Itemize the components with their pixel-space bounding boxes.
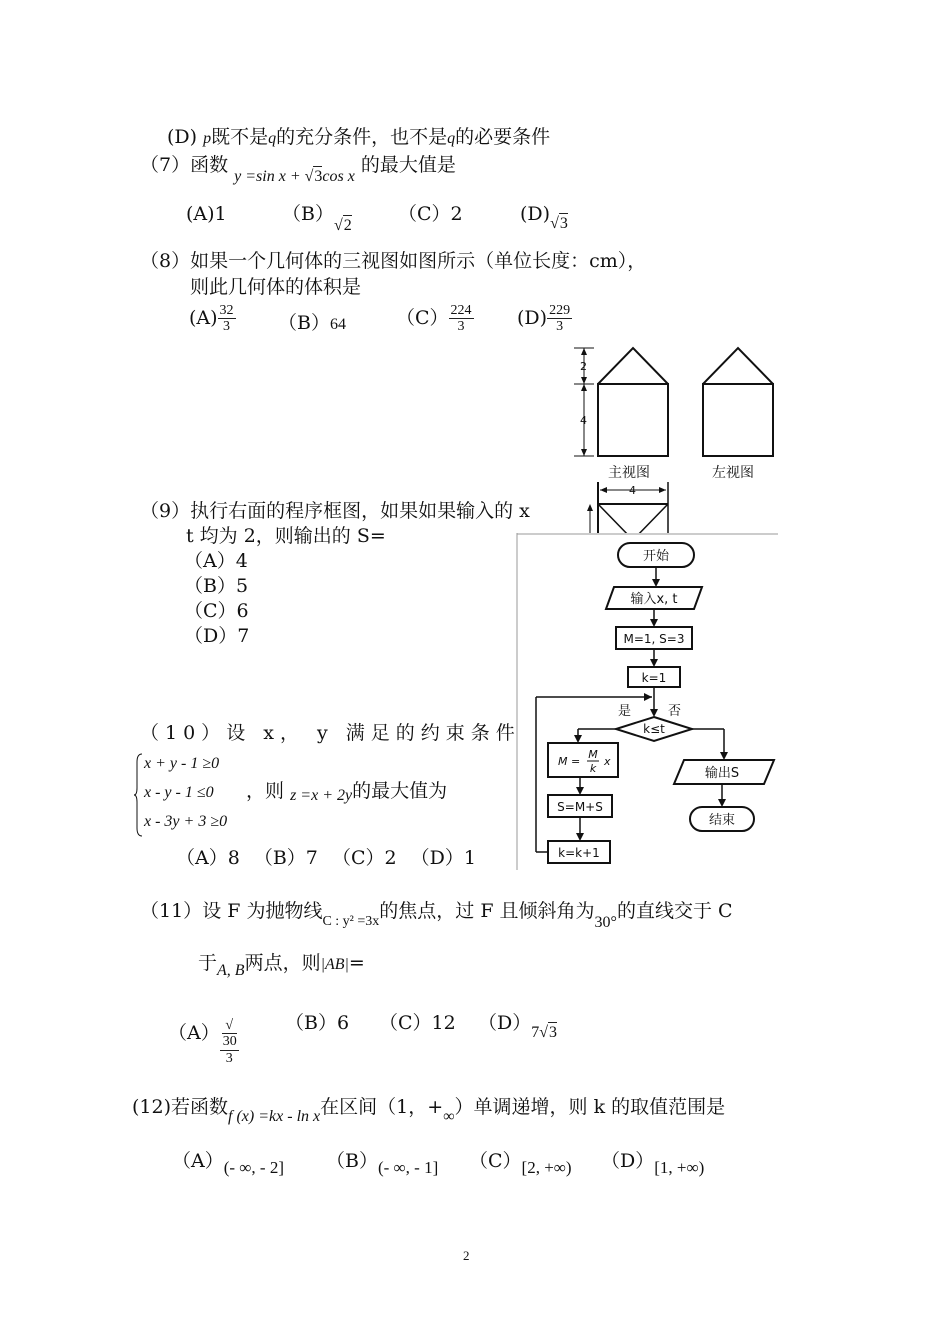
fraction: $\frac{229}{3}$ [549, 303, 571, 335]
infinity: ∞ [443, 1108, 455, 1125]
text: 在区间（1，+ [320, 1096, 444, 1118]
question-number: （9） [140, 500, 191, 522]
q8-option-a [189, 303, 236, 335]
flow-yes-label: 是 [618, 704, 632, 719]
stem-text: 设 x， y 满足的约束条件 [226, 722, 521, 744]
formula-tail: cos x [322, 168, 355, 185]
text: 的最大值为 [352, 780, 448, 802]
option-label: （C） [396, 306, 449, 329]
question-number: （10） [140, 722, 227, 744]
option-label: （B） [282, 203, 334, 225]
option-label: （B） [326, 1150, 378, 1172]
q8-option-d [517, 303, 572, 335]
fraction: √ 30 3 [220, 1018, 239, 1066]
constraint-2: x - y - 1 ≤0 [144, 784, 214, 801]
q12-option-a [172, 1150, 284, 1177]
q11-option-b [285, 1012, 349, 1035]
formula: y =sin x + √3cos x [234, 168, 355, 185]
q11-option-c [379, 1012, 456, 1035]
option-value: [2, +∞) [521, 1158, 572, 1177]
option-label: （D） [478, 1012, 532, 1034]
option-label: (A) [189, 306, 218, 329]
option-value: 1 [214, 203, 227, 225]
option-label: （A） [168, 1022, 220, 1045]
radicand: 2 [343, 217, 352, 234]
dim-width-label: 4 [629, 484, 636, 497]
dim-side-label: 4 [580, 414, 587, 427]
radicand: 3 [559, 215, 568, 232]
q8-option-c [396, 303, 474, 335]
option-value: 64 [329, 316, 346, 333]
q10-line1 [140, 722, 521, 745]
option-label: （B） [285, 1012, 337, 1034]
q11-line2 [198, 952, 365, 979]
function-formula: f (x) =kx - ln x [228, 1108, 321, 1125]
points: A, B [217, 962, 245, 979]
question-number: (12) [132, 1096, 172, 1118]
q9-option-b: （B）5 [184, 575, 249, 597]
flowchart [516, 533, 778, 870]
question-number: （11） [140, 900, 203, 922]
option-value: [1, +∞) [654, 1158, 705, 1177]
option-value: 12 [431, 1012, 456, 1034]
option-label: （B） [278, 312, 330, 334]
brace [134, 752, 144, 838]
q9-option-d: （D）7 [184, 625, 250, 647]
flow-condition-label: k≤t [643, 722, 665, 736]
option-label: （C） [469, 1150, 522, 1172]
q7-option-a [186, 203, 227, 226]
math-q: q [447, 130, 456, 147]
side-view-roof [703, 348, 773, 384]
q11-line1 [140, 900, 733, 931]
q7-stem [140, 154, 456, 185]
stem-text: t 均为 2，则输出的 S= [186, 525, 386, 547]
q12-option-b [326, 1150, 439, 1177]
side-view-body [703, 384, 773, 456]
q9-line2 [186, 525, 386, 548]
text: 的焦点，过 F 且倾斜角为 [379, 900, 595, 922]
question-number: （7） [140, 154, 191, 176]
option-label: (D) [517, 306, 548, 329]
side-view-label: 左视图 [712, 465, 754, 481]
text: 的充分条件，也不是 [276, 126, 448, 148]
parabola-formula: C : y² =3x [322, 914, 380, 929]
page-number: 2 [463, 1248, 470, 1263]
objective-formula: z =x + 2y [290, 787, 353, 804]
front-view-roof [598, 348, 668, 384]
option-label: (D) [167, 126, 198, 148]
q9-line1 [140, 500, 530, 523]
q8-line1 [140, 250, 646, 273]
three-view-figure [560, 340, 790, 540]
q8-line2 [190, 276, 361, 299]
flow-output-label: 输出S [704, 766, 740, 781]
q12-option-d [601, 1150, 705, 1177]
stem-text: 如果一个几何体的三视图如图所示（单位长度：cm）， [190, 250, 647, 272]
flow-input-label: 输入x, t [630, 592, 678, 607]
option-value: 7√3 [531, 1024, 558, 1041]
q12-stem [132, 1096, 726, 1125]
math-q: q [268, 130, 277, 147]
stem-prefix: 函数 [190, 154, 229, 176]
flow-s-update-label: S=M+S [557, 800, 603, 814]
constraint-1: x + y - 1 ≥0 [144, 755, 220, 772]
text: 于 [198, 952, 218, 974]
option-value: (- ∞, - 1] [377, 1158, 439, 1177]
flow-no-label: 否 [668, 704, 682, 719]
q10-constraint-system [134, 752, 244, 838]
text: 两点，则 [244, 952, 321, 974]
constraint-3: x - 3y + 3 ≥0 [144, 813, 228, 830]
text: ，则 [246, 780, 285, 802]
text: 的必要条件 [455, 126, 551, 148]
text: ）单调递增，则 k 的取值范围是 [454, 1096, 726, 1118]
flow-end-label: 结束 [708, 813, 736, 828]
option-label: (D) [520, 203, 551, 225]
option-value: (- ∞, - 2] [223, 1158, 284, 1177]
option-label: （C） [398, 203, 451, 225]
math-p: p [203, 130, 212, 147]
flow-m-update-lhs: M = [558, 755, 581, 768]
formula-lhs: y =sin x + [234, 168, 305, 185]
radicand: 3 [314, 168, 323, 185]
q7-option-d: $(D)_{√3}$ [520, 203, 568, 232]
text: 的直线交于 C [616, 900, 733, 922]
flow-m-update-den: k [589, 762, 597, 775]
flow-m-update-tail: x [604, 755, 611, 768]
q10-objective [246, 780, 447, 803]
text: = [348, 952, 365, 974]
stem-text: 执行右面的程序框图，如果如果输入的 x [190, 500, 530, 522]
option-label: （A） [172, 1150, 224, 1172]
fraction: $\frac{224}{3}$ [450, 303, 472, 335]
option-label: （D） [601, 1150, 655, 1172]
flow-init-label: M=1, S=3 [623, 632, 685, 646]
text: 若函数 [171, 1096, 229, 1118]
q9-option-c: （C）6 [184, 600, 249, 622]
q8-option-b [278, 312, 346, 335]
flow-start-label: 开始 [642, 549, 670, 564]
q7-option-b: $(B)_{√2}$ [282, 203, 352, 234]
flow-k-init-label: k=1 [641, 671, 667, 685]
angle: 30° [594, 914, 617, 931]
question-number: （8） [140, 250, 191, 272]
front-view-label: 主视图 [608, 465, 650, 481]
fraction: $\frac{32}{3}$ [219, 303, 234, 335]
q11-option-a [168, 1010, 239, 1066]
abs-ab: |AB| [320, 956, 349, 973]
q6-option-d [167, 126, 550, 149]
stem-text: 则此几何体的体积是 [190, 276, 362, 298]
q7-option-c [398, 203, 463, 226]
stem-suffix: 的最大值是 [360, 154, 456, 176]
flow-m-update-num: M [588, 748, 598, 761]
flow-k-update-label: k=k+1 [558, 846, 600, 860]
option-value: 2 [450, 203, 463, 225]
q12-option-c [469, 1150, 572, 1177]
front-view-body [598, 384, 668, 456]
option-label: (A) [186, 203, 215, 225]
q9-option-a: （A）4 [184, 550, 248, 572]
text: 设 F 为抛物线 [202, 900, 323, 922]
q10-options: （A）8 （B）7 （C）2 （D）1 [176, 847, 476, 869]
text: 既不是 [211, 126, 269, 148]
dim-top-label: 2 [580, 360, 587, 373]
option-value: 6 [336, 1012, 350, 1034]
q11-option-d [478, 1012, 558, 1041]
option-label: （C） [379, 1012, 432, 1034]
